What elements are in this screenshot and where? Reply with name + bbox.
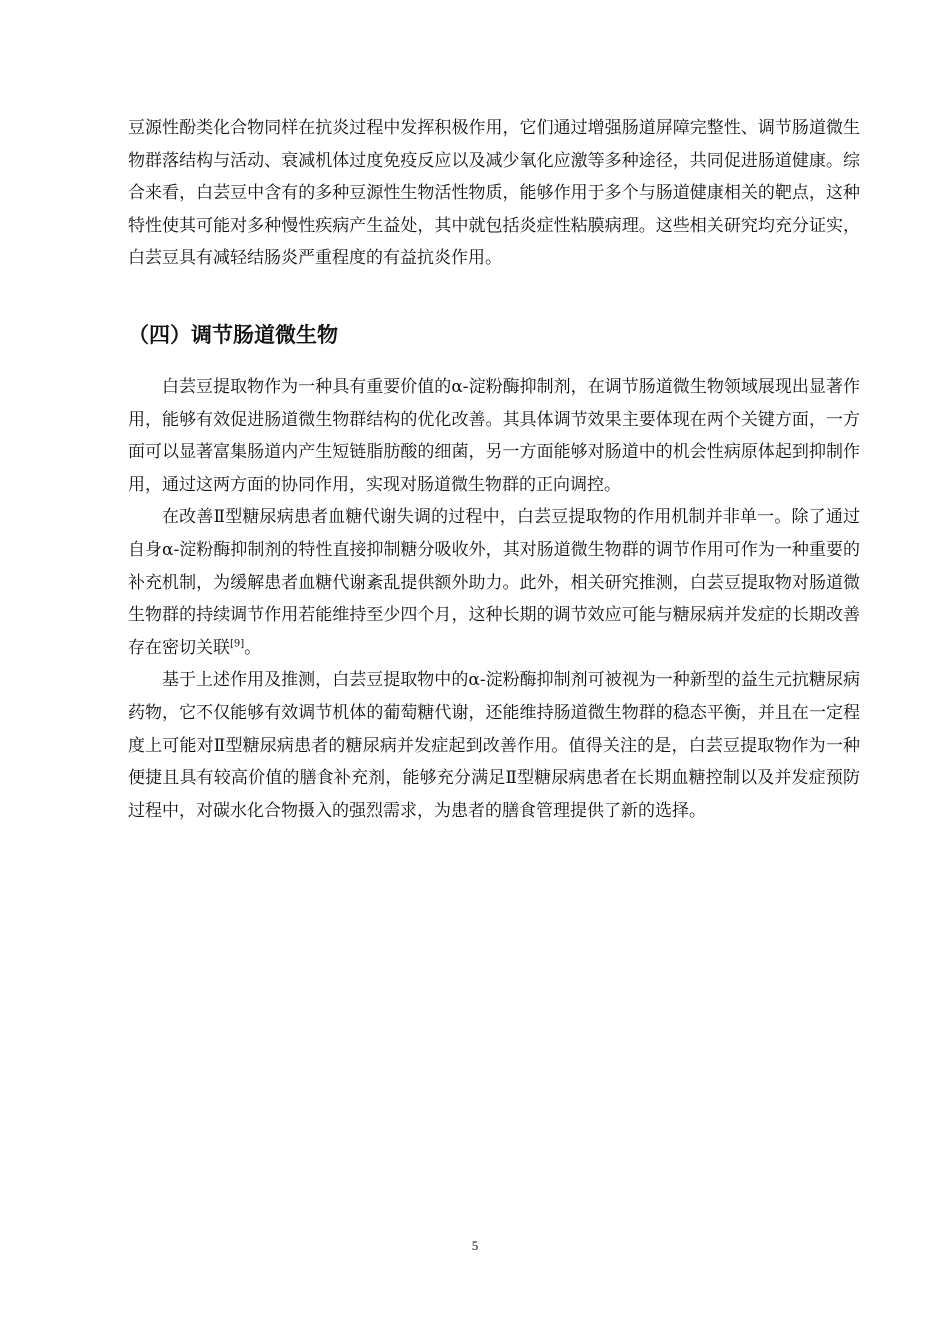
citation-reference[interactable]: [9] xyxy=(230,638,245,650)
page-number: 5 xyxy=(471,1238,479,1253)
body-paragraph: 白芸豆提取物作为一种具有重要价值的α-淀粉酶抑制剂，在调节肠道微生物领域展现出显著作用，能够有效促进肠道微生物群结构的优化改善。其具体调节效果主要体现在两个关键方面，一方面可以显著富集肠道内产生短链脂肪酸的细菌，另一方面能够对肠道中的机会性病原体起到抑制作用，通过这两方面的协同作用，实现对肠道微生物群的正向调控。 xyxy=(128,376,860,495)
page-content xyxy=(128,112,860,827)
body-paragraph: 豆源性酚类化合物同样在抗炎过程中发挥积极作用，它们通过增强肠道屏障完整性、调节肠道微生物群落结构与活动、衰减机体过度免疫反应以及减少氧化应激等多种途径，共同促进肠道健康。综合来看，白芸豆中含有的多种豆源性生物活性物质，能够作用于多个与肠道健康相关的靶点，这种特性使其可能对多种慢性疾病产生益处，其中就包括炎症性粘膜病理。这些相关研究均充分证实，白芸豆具有减轻结肠炎严重程度的有益抗炎作用。 xyxy=(128,118,860,269)
section-body xyxy=(128,371,860,827)
body-paragraph: 基于上述作用及推测，白芸豆提取物中的α-淀粉酶抑制剂可被视为一种新型的益生元抗糖尿病药物，它不仅能够有效调节机体的葡萄糖代谢，还能维持肠道微生物群的稳态平衡，并且在一定程度上可能对Ⅱ型糖尿病患者的糖尿病并发症起到改善作用。值得关注的是，白芸豆提取物作为一种便捷且具有较高价值的膳食补充剂，能够充分满足Ⅱ型糖尿病患者在长期血糖控制以及并发症预防过程中，对碳水化合物摄入的强烈需求，为患者的膳食管理提供了新的选择。 xyxy=(128,670,860,821)
body-paragraph xyxy=(128,501,860,664)
paragraph-end: 。 xyxy=(244,637,262,658)
section-heading: （四）调节肠道微生物 xyxy=(128,322,338,347)
paragraph-text: 在改善Ⅱ型糖尿病患者血糖代谢失调的过程中，白芸豆提取物的作用机制并非单一。除了通过自身α-淀粉酶抑制剂的特性直接抑制糖分吸收外，其对肠道微生物群的调节作用可作为一种重要的补充机制，为缓解患者血糖代谢紊乱提供额外助力。此外，相关研究推测，白芸豆提取物对肠道微生物群的持续调节作用若能维持至少四个月，这种长期的调节效应可能与糖尿病并发症的长期改善存在密切关联 xyxy=(128,507,860,658)
